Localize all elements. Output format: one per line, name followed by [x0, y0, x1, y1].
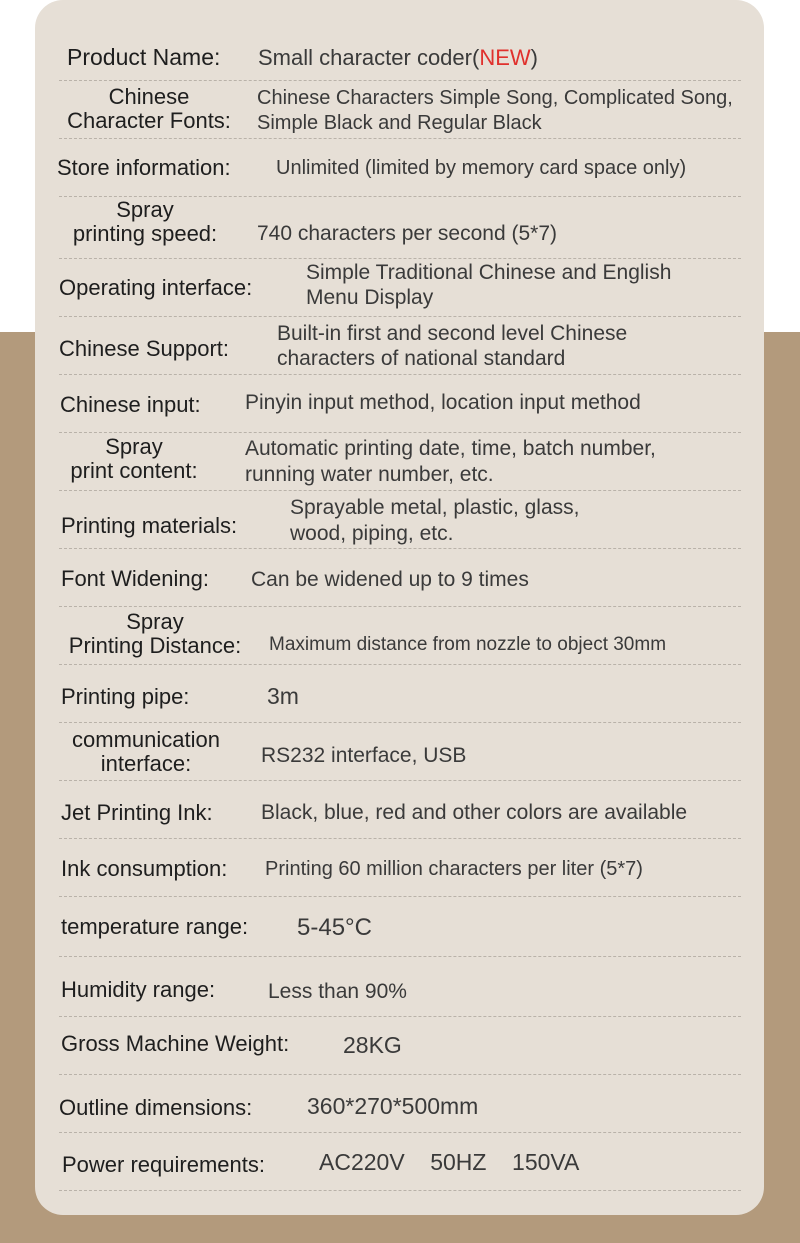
- spec-row-printing-distance: [59, 606, 741, 665]
- spec-value-line: Simple Black and Regular Black: [257, 112, 542, 134]
- spec-value: Maximum distance from nozzle to object 30mm: [269, 634, 667, 655]
- spec-row-ink-consumption: [59, 838, 741, 897]
- spec-card: [35, 0, 764, 1215]
- spec-label-line: Spray: [126, 609, 184, 634]
- spec-label: Jet Printing Ink:: [61, 800, 213, 825]
- spec-label-line: Character Fonts:: [67, 108, 231, 133]
- spec-value: Printing 60 million characters per liter (5*7): [265, 858, 643, 880]
- spec-label: Font Widening:: [61, 566, 209, 591]
- spec-row-character-fonts: [59, 80, 741, 139]
- spec-value-line: characters of national standard: [277, 347, 566, 370]
- spec-row-chinese-input: [59, 374, 741, 433]
- spec-row-communication-interface: [59, 722, 741, 781]
- spec-row-outline-dimensions: [59, 1074, 741, 1133]
- spec-value: 3m: [267, 683, 299, 709]
- spec-value-line: Menu Display: [306, 286, 434, 309]
- spec-row-gross-weight: [59, 1016, 741, 1075]
- spec-label-line: interface:: [100, 751, 192, 776]
- spec-value-line: running water number, etc.: [245, 463, 494, 486]
- spec-row-printing-speed: [59, 196, 741, 259]
- spec-label: Product Name:: [67, 44, 221, 70]
- spec-value: 740 characters per second (5*7): [257, 222, 557, 245]
- spec-value: [290, 495, 579, 547]
- spec-label-line: Chinese: [108, 84, 190, 109]
- spec-label-line: Spray: [116, 197, 174, 222]
- spec-row-humidity-range: [59, 956, 741, 1017]
- spec-label-line: printing speed:: [72, 221, 218, 246]
- spec-value: [245, 436, 656, 488]
- spec-label: [57, 610, 253, 658]
- spec-row-operating-interface: [59, 258, 741, 317]
- spec-value: [257, 86, 733, 136]
- spec-label-line: Printing Distance:: [68, 633, 242, 658]
- spec-value-line: Automatic printing date, time, batch number,: [245, 437, 656, 460]
- spec-row-chinese-support: [59, 316, 741, 375]
- spec-label-line: Spray: [105, 434, 163, 459]
- spec-value-line: Built-in first and second level Chinese: [277, 322, 628, 345]
- spec-label: Operating interface:: [59, 275, 253, 300]
- new-badge: NEW: [479, 45, 531, 70]
- spec-label: [55, 198, 235, 246]
- spec-value-line: wood, piping, etc.: [290, 522, 454, 545]
- spec-label: temperature range:: [61, 914, 249, 939]
- spec-value-line: Sprayable metal, plastic, glass,: [290, 496, 580, 519]
- spec-row-jet-printing-ink: [59, 780, 741, 839]
- spec-label-line: print content:: [70, 458, 198, 483]
- spec-label: Humidity range:: [61, 977, 216, 1002]
- spec-row-temperature-range: [59, 896, 741, 957]
- spec-label: [57, 728, 235, 776]
- spec-label: Power requirements:: [62, 1152, 265, 1177]
- spec-value-line: Chinese Characters Simple Song, Complicated Song,: [257, 87, 733, 109]
- spec-label: Ink consumption:: [61, 856, 228, 881]
- spec-label: Outline dimensions:: [59, 1095, 253, 1120]
- spec-value: 28KG: [343, 1032, 402, 1058]
- spec-label: Store information:: [57, 155, 231, 180]
- spec-row-printing-materials: [59, 490, 741, 549]
- spec-row-printing-pipe: [59, 664, 741, 723]
- spec-value: [258, 45, 538, 71]
- spec-label: [59, 85, 239, 133]
- spec-value: Less than 90%: [268, 980, 407, 1003]
- spec-label: Chinese input:: [60, 392, 201, 417]
- spec-value: Unlimited (limited by memory card space only): [276, 157, 687, 179]
- spec-value-prefix: Small character coder(: [258, 45, 480, 70]
- spec-value: 360*270*500mm: [307, 1093, 479, 1119]
- spec-value-suffix: ): [530, 45, 538, 70]
- spec-value: Black, blue, red and other colors are available: [261, 801, 688, 824]
- spec-row-print-content: [59, 432, 741, 491]
- spec-value: [277, 321, 627, 371]
- spec-value: AC220V 50HZ 150VA: [319, 1149, 580, 1175]
- spec-value: 5-45°C: [297, 914, 372, 941]
- spec-value: [306, 260, 671, 310]
- spec-label: Printing materials:: [61, 513, 238, 538]
- spec-label: Chinese Support:: [59, 336, 229, 361]
- spec-value: Pinyin input method, location input method: [245, 391, 641, 414]
- spec-row-font-widening: [59, 548, 741, 607]
- spec-label: [51, 435, 217, 483]
- spec-row-power-requirements: [59, 1132, 741, 1191]
- spec-label-line: communication: [72, 727, 220, 752]
- spec-value: Can be widened up to 9 times: [251, 568, 529, 591]
- spec-label: Gross Machine Weight:: [61, 1031, 290, 1056]
- spec-label: Printing pipe:: [61, 684, 190, 709]
- spec-value-line: Simple Traditional Chinese and English: [306, 261, 672, 284]
- spec-value: RS232 interface, USB: [261, 744, 467, 767]
- spec-row-product-name: [59, 36, 741, 81]
- spec-row-store-information: [59, 138, 741, 197]
